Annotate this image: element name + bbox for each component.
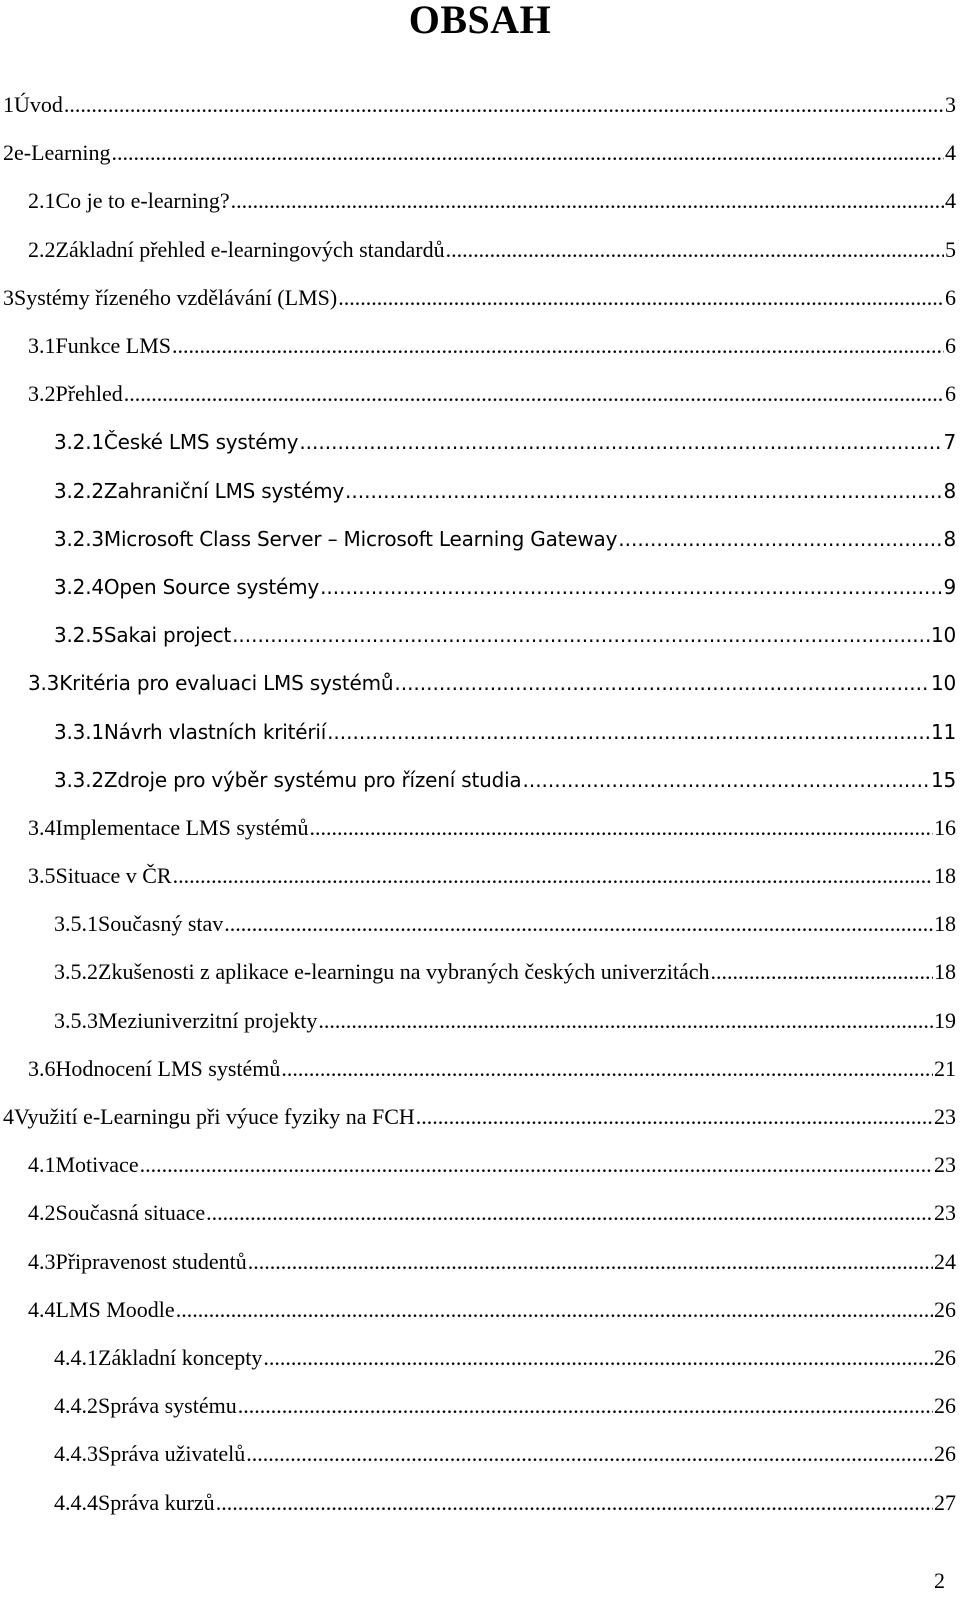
toc-leader-dots <box>345 478 942 504</box>
toc-entry-page: 6 <box>945 284 956 310</box>
toc-entry[interactable] <box>0 852 960 900</box>
toc-entry-number: 3.1 <box>28 333 56 359</box>
toc-entry-title: Co je to e-learning? <box>55 188 230 214</box>
toc-entry-page: 8 <box>943 526 956 551</box>
toc-entry-number: 4.4.1 <box>54 1344 98 1370</box>
toc-entry[interactable] <box>0 177 960 225</box>
page-title: OBSAH <box>408 0 552 42</box>
toc-entry[interactable] <box>0 418 960 466</box>
toc-entry-page: 23 <box>934 1152 956 1178</box>
toc-entry-title: Současná situace <box>55 1200 206 1226</box>
toc-entry[interactable] <box>0 515 960 563</box>
toc-entry-number: 3.5.2 <box>54 959 98 985</box>
toc-entry[interactable] <box>0 274 960 322</box>
toc-entry-page: 18 <box>934 863 956 889</box>
toc-leader-dots <box>206 1200 933 1226</box>
toc-entry-title: Sakai project <box>103 623 232 648</box>
toc-entry-title: Základní přehled e-learningových standardů <box>55 236 445 262</box>
toc-leader-dots <box>216 1490 933 1516</box>
toc-entry[interactable] <box>0 804 960 852</box>
toc-entry-page: 19 <box>934 1007 956 1033</box>
toc-entry[interactable] <box>0 1286 960 1334</box>
toc-entry[interactable] <box>0 1430 960 1478</box>
toc-entry-title: Správa systému <box>98 1393 237 1419</box>
toc-entry-number: 3.5 <box>28 863 56 889</box>
toc-entry-title: Hodnocení LMS systémů <box>55 1055 281 1081</box>
toc-leader-dots <box>64 92 944 118</box>
toc-entry-page: 27 <box>934 1489 956 1515</box>
toc-entry-page: 4 <box>945 188 956 214</box>
toc-entry-page: 15 <box>930 767 956 792</box>
toc-entry-page: 6 <box>945 333 956 359</box>
toc-entry[interactable] <box>0 1045 960 1093</box>
toc-entry[interactable] <box>0 1238 960 1286</box>
toc-entry-number: 3.3.2 <box>54 767 104 792</box>
toc-entry-title: Správa kurzů <box>98 1489 215 1515</box>
toc-entry-title: České LMS systémy <box>103 430 299 455</box>
toc-entry-page: 21 <box>934 1055 956 1081</box>
toc-entry-title: Využití e-Learningu při výuce fyziky na FCH <box>14 1104 415 1130</box>
toc-entry-page: 8 <box>943 478 956 503</box>
toc-entry-title: Správa uživatelů <box>98 1441 246 1467</box>
toc-entry-page: 3 <box>945 92 956 118</box>
toc-entry-title: Zkušenosti z aplikace e-learningu na vybraných českých univerzitách <box>98 959 710 985</box>
toc-entry-number: 3.5.1 <box>54 911 98 937</box>
toc-entry[interactable] <box>0 611 960 659</box>
toc-entry-number: 3.2 <box>28 381 56 407</box>
toc-entry[interactable] <box>0 563 960 611</box>
toc-entry[interactable] <box>0 1093 960 1141</box>
toc-leader-dots <box>446 237 944 263</box>
toc-leader-dots <box>248 1249 933 1275</box>
toc-entry-page: 16 <box>934 814 956 840</box>
toc-leader-dots <box>172 333 944 359</box>
table-of-contents <box>0 81 960 1527</box>
toc-entry-title: e-Learning <box>14 140 111 166</box>
toc-entry-page: 26 <box>934 1296 956 1322</box>
toc-entry-page: 5 <box>945 236 956 262</box>
toc-leader-dots <box>173 863 933 889</box>
toc-leader-dots <box>112 140 945 166</box>
toc-entry-page: 18 <box>934 959 956 985</box>
toc-leader-dots <box>124 381 944 407</box>
toc-entry-page: 26 <box>934 1441 956 1467</box>
toc-leader-dots <box>263 1345 933 1371</box>
toc-leader-dots <box>140 1152 933 1178</box>
toc-entry[interactable] <box>0 370 960 418</box>
toc-entry-number: 4.1 <box>28 1152 56 1178</box>
toc-entry[interactable] <box>0 226 960 274</box>
toc-leader-dots <box>309 815 933 841</box>
toc-entry-page: 9 <box>943 574 956 599</box>
toc-entry[interactable] <box>0 659 960 707</box>
toc-entry-title: Zahraniční LMS systémy <box>103 478 345 503</box>
toc-leader-dots <box>394 670 930 696</box>
toc-leader-dots <box>238 1393 933 1419</box>
toc-entry-number: 3.2.3 <box>54 526 104 551</box>
toc-entry-page: 26 <box>934 1393 956 1419</box>
toc-entry-number: 4.4.4 <box>54 1489 98 1515</box>
toc-entry-number: 3.4 <box>28 814 56 840</box>
toc-leader-dots <box>416 1104 933 1130</box>
toc-leader-dots <box>246 1441 933 1467</box>
toc-entry-title: Úvod <box>14 92 63 118</box>
toc-entry-page: 7 <box>943 430 956 455</box>
toc-entry-title: Implementace LMS systémů <box>55 814 309 840</box>
toc-leader-dots <box>320 574 942 600</box>
toc-entry-number: 2 <box>3 140 14 166</box>
toc-entry-page: 11 <box>930 719 956 744</box>
toc-entry-number: 2.2 <box>28 236 56 262</box>
toc-entry-number: 4.4.2 <box>54 1393 98 1419</box>
toc-entry-page: 23 <box>934 1200 956 1226</box>
toc-leader-dots <box>176 1297 933 1323</box>
toc-entry[interactable] <box>0 81 960 129</box>
toc-leader-dots <box>281 1056 933 1082</box>
toc-entry-number: 3.2.1 <box>54 430 104 455</box>
toc-entry-title: Připravenost studentů <box>55 1248 247 1274</box>
toc-entry-title: Základní koncepty <box>98 1344 263 1370</box>
toc-entry[interactable] <box>0 997 960 1045</box>
toc-entry-title: LMS Moodle <box>55 1296 175 1322</box>
toc-entry-number: 2.1 <box>28 188 56 214</box>
toc-entry-title: Open Source systémy <box>103 574 320 599</box>
toc-entry-title: Situace v ČR <box>55 863 172 889</box>
toc-entry[interactable] <box>0 948 960 996</box>
toc-entry-page: 26 <box>934 1344 956 1370</box>
toc-leader-dots <box>231 188 944 214</box>
toc-entry-title: Návrh vlastních kritérií <box>103 719 327 744</box>
toc-entry[interactable] <box>0 1478 960 1526</box>
toc-entry-number: 3.2.2 <box>54 478 104 503</box>
toc-entry[interactable] <box>0 707 960 755</box>
toc-entry[interactable] <box>0 467 960 515</box>
toc-entry-title: Funkce LMS <box>55 333 171 359</box>
toc-entry[interactable] <box>0 756 960 804</box>
toc-entry[interactable] <box>0 1141 960 1189</box>
toc-entry-number: 4.2 <box>28 1200 56 1226</box>
toc-entry[interactable] <box>0 129 960 177</box>
toc-entry-title: Meziuniverzitní projekty <box>98 1007 318 1033</box>
toc-entry-number: 4.3 <box>28 1248 56 1274</box>
toc-entry-number: 3.2.5 <box>54 623 104 648</box>
toc-leader-dots <box>522 767 929 793</box>
toc-entry-number: 4 <box>3 1104 14 1130</box>
toc-entry-title: Zdroje pro výběr systému pro řízení studia <box>103 767 522 792</box>
toc-entry-number: 3.6 <box>28 1055 56 1081</box>
toc-leader-dots <box>224 911 933 937</box>
toc-entry-number: 3.2.4 <box>54 574 104 599</box>
toc-entry-number: 3.5.3 <box>54 1007 98 1033</box>
toc-entry-number: 3.3 <box>28 671 60 696</box>
toc-entry-page: 23 <box>934 1104 956 1130</box>
toc-leader-dots <box>338 285 944 311</box>
toc-entry[interactable] <box>0 322 960 370</box>
toc-entry-page: 10 <box>930 623 956 648</box>
toc-entry[interactable] <box>0 1189 960 1237</box>
toc-entry-title: Motivace <box>55 1152 139 1178</box>
toc-leader-dots <box>618 526 942 552</box>
toc-entry[interactable] <box>0 1334 960 1382</box>
toc-entry-page: 6 <box>945 381 956 407</box>
toc-leader-dots <box>299 429 942 455</box>
toc-entry[interactable] <box>0 900 960 948</box>
toc-entry-number: 1 <box>3 92 14 118</box>
toc-entry-page: 24 <box>934 1248 956 1274</box>
toc-entry-title: Přehled <box>55 381 123 407</box>
toc-leader-dots <box>318 1008 933 1034</box>
toc-entry-number: 4.4 <box>28 1296 56 1322</box>
toc-entry-page: 18 <box>934 911 956 937</box>
toc-entry[interactable] <box>0 1382 960 1430</box>
toc-entry-title: Současný stav <box>98 911 224 937</box>
toc-entry-page: 4 <box>945 140 956 166</box>
toc-leader-dots <box>232 622 930 648</box>
toc-entry-title: Systémy řízeného vzdělávání (LMS) <box>14 284 338 310</box>
toc-entry-page: 10 <box>930 671 956 696</box>
toc-leader-dots <box>327 719 930 745</box>
toc-leader-dots <box>710 959 933 985</box>
toc-entry-number: 3 <box>3 284 14 310</box>
toc-entry-title: Kritéria pro evaluaci LMS systémů <box>59 671 394 696</box>
toc-entry-number: 3.3.1 <box>54 719 104 744</box>
toc-entry-title: Microsoft Class Server – Microsoft Learning Gateway <box>103 526 618 551</box>
toc-entry-number: 4.4.3 <box>54 1441 98 1467</box>
page-number: 2 <box>934 1568 945 1593</box>
